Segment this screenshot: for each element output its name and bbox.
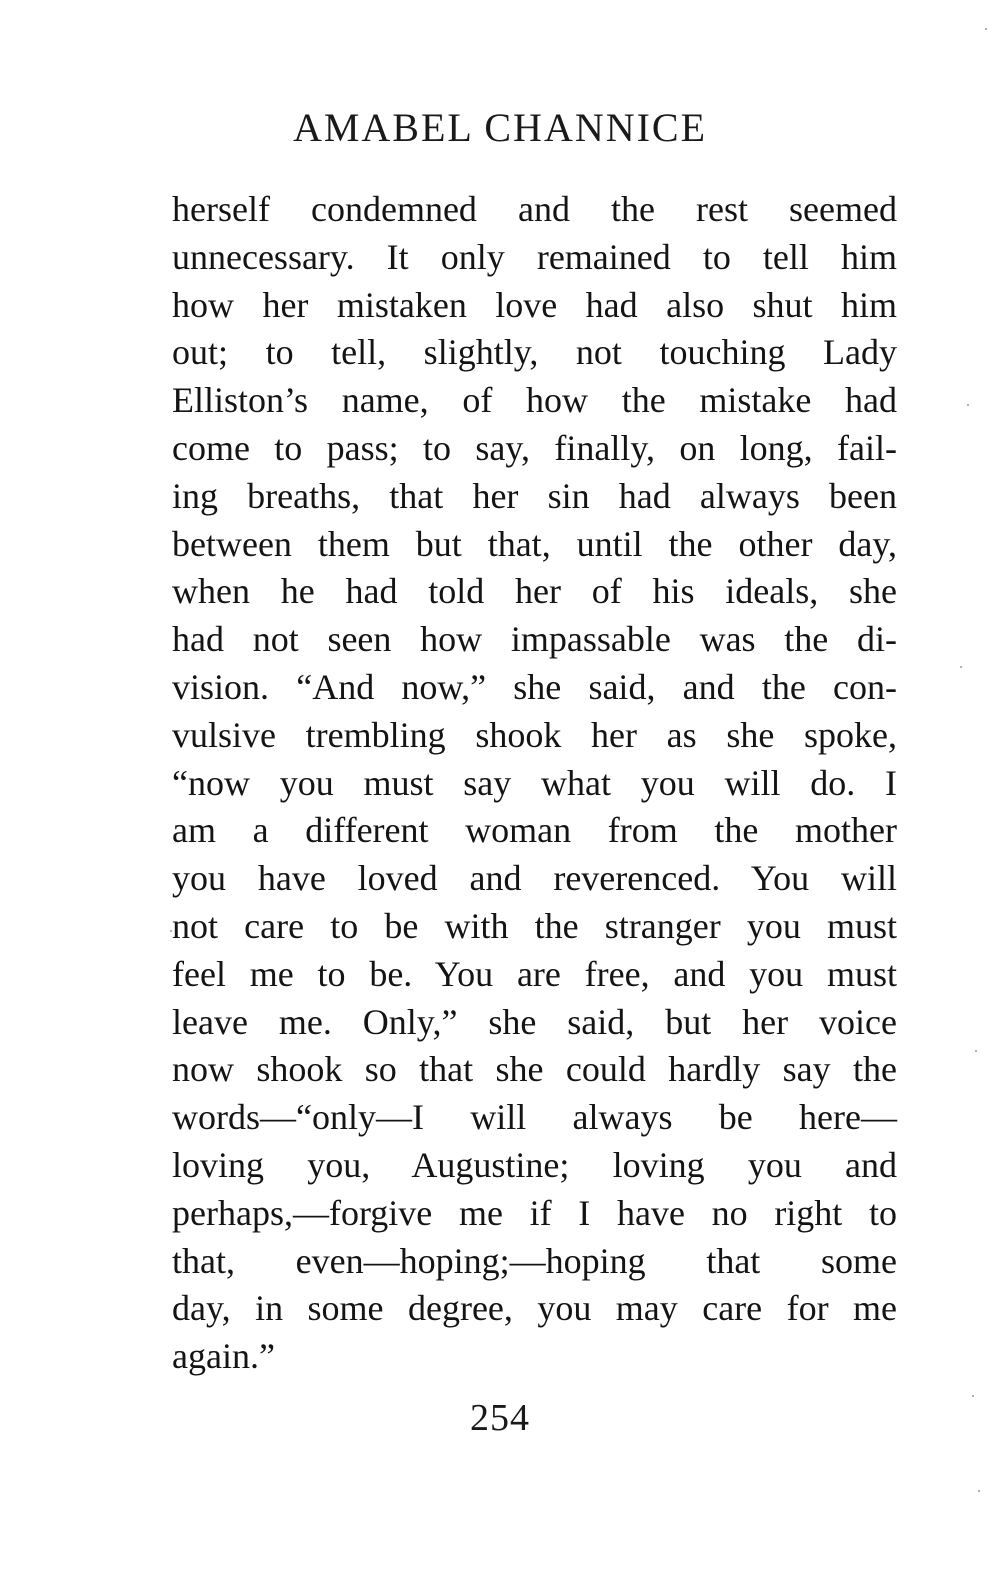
- text-line: unnecessary. It only remained to tell him: [172, 236, 897, 277]
- scan-speck: [972, 1395, 974, 1397]
- text-line: you have loved and reverenced. You will: [172, 858, 897, 899]
- text-line: out; to tell, slightly, not touching Lady: [172, 332, 897, 373]
- text-line: herself condemned and the rest seemed: [172, 189, 897, 229]
- scan-speck: [170, 930, 172, 932]
- text-line: perhaps,—forgive me if I have no right to: [172, 1192, 897, 1233]
- body-text: [172, 186, 897, 1381]
- text-line: am a different woman from the mother: [172, 810, 897, 851]
- text-line: between them but that, until the other day,: [172, 523, 897, 564]
- scan-speck: [960, 666, 962, 668]
- text-line: that, even—hoping;—hoping that some: [172, 1240, 897, 1281]
- text-line: had not seen how impassable was the di-: [172, 619, 897, 660]
- scan-speck: [978, 1490, 980, 1492]
- text-line: words—“only—I will always be here—: [172, 1097, 897, 1138]
- text-line: day, in some degree, you may care for me: [172, 1288, 897, 1329]
- text-line: come to pass; to say, finally, on long, fail-: [172, 427, 897, 468]
- text-line: leave me. Only,” she said, but her voice: [172, 1001, 897, 1042]
- page-number: 254: [470, 1397, 530, 1439]
- text-line: “now you must say what you will do. I: [172, 762, 897, 803]
- text-line: now shook so that she could hardly say the: [172, 1049, 897, 1090]
- text-line: feel me to be. You are free, and you must: [172, 953, 897, 994]
- text-line: not care to be with the stranger you must: [172, 905, 897, 946]
- running-head: AMABEL CHANNICE: [292, 105, 708, 150]
- text-line: how her mistaken love had also shut him: [172, 284, 897, 325]
- scan-speck: [975, 1050, 977, 1052]
- scan-speck: [967, 404, 969, 406]
- scan-speck: [985, 28, 987, 30]
- text-line: Elliston’s name, of how the mistake had: [172, 380, 897, 421]
- text-line: vision. “And now,” she said, and the con-: [172, 666, 897, 707]
- text-line: ing breaths, that her sin had always been: [172, 475, 897, 516]
- text-line: vulsive trembling shook her as she spoke,: [172, 714, 897, 755]
- text-line: when he had told her of his ideals, she: [172, 571, 897, 612]
- text-line: loving you, Augustine; loving you and: [172, 1144, 897, 1185]
- text-line: again.”: [172, 1336, 275, 1377]
